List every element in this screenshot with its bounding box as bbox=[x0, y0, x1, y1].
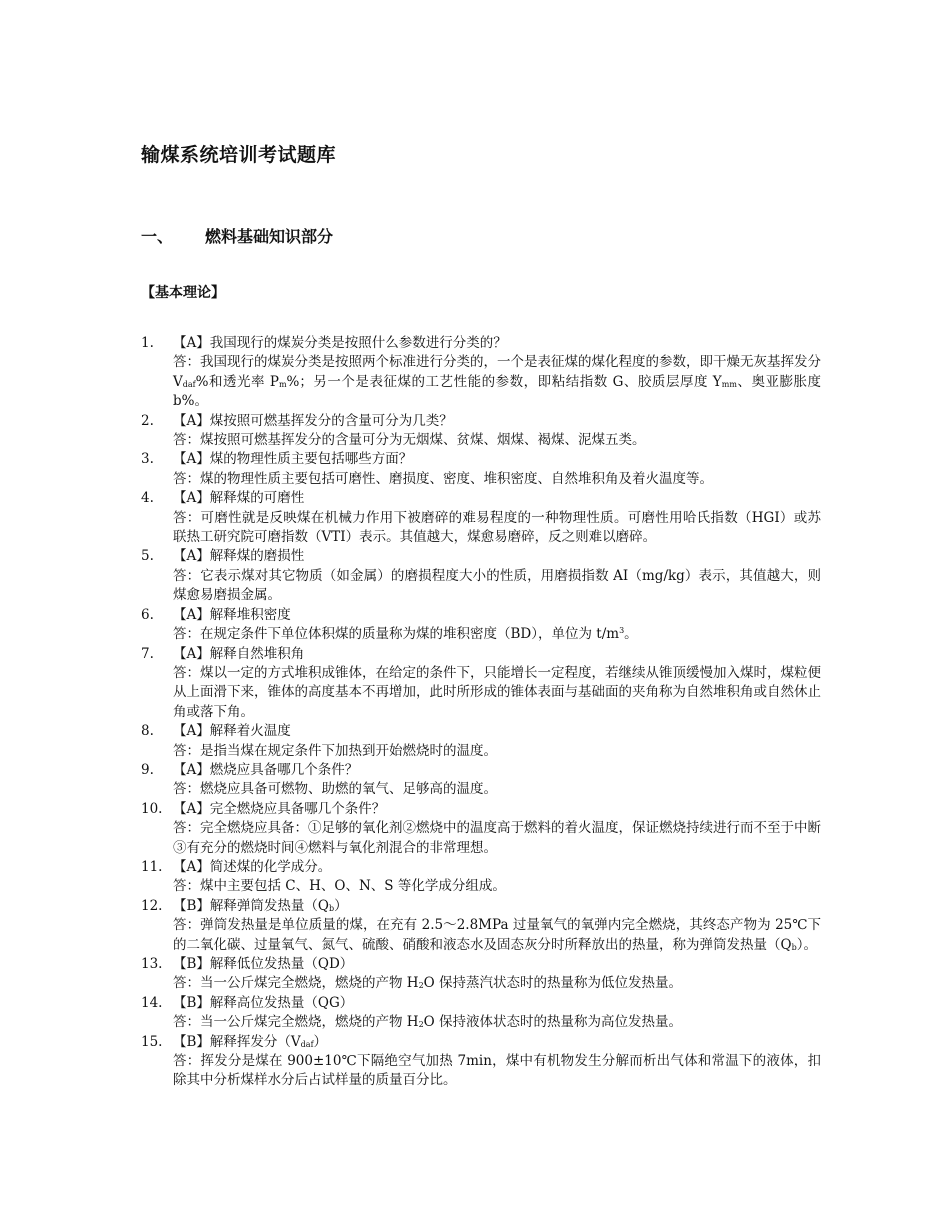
question-number: 6. bbox=[141, 606, 154, 623]
question-number: 9. bbox=[141, 761, 154, 778]
question-text: 【B】解释高位发热量（QG） bbox=[173, 994, 354, 1011]
qa-item bbox=[141, 412, 821, 451]
question-text: 【A】解释着火温度 bbox=[173, 723, 291, 740]
qa-item bbox=[141, 334, 821, 412]
answer-text: 答：煤按照可燃基挥发分的含量可分为无烟煤、贫煤、烟煤、褐煤、泥煤五类。 bbox=[173, 432, 646, 449]
qa-item bbox=[141, 489, 821, 547]
question-number: 14. bbox=[141, 994, 163, 1011]
question-number: 1. bbox=[141, 335, 154, 351]
qa-item bbox=[141, 994, 821, 1033]
question-number: 12. bbox=[141, 897, 163, 914]
question-text: 【B】解释挥发分$(V_{daf})$ bbox=[173, 1033, 328, 1050]
qa-item bbox=[141, 547, 821, 605]
answer-text: 答：在规定条件下单位体积煤的质量称为煤的堆积密度（BD），单位为 $t/m^3$。 bbox=[173, 626, 638, 643]
question-number: 11. bbox=[141, 858, 163, 875]
question-number: 15. bbox=[141, 1033, 163, 1050]
qa-item bbox=[141, 606, 821, 645]
answer-text: 答：煤的物理性质主要包括可磨性、磨损度、密度、堆积密度、自然堆积角及着火温度等。 bbox=[173, 470, 713, 487]
answer-text: 答：完全燃烧应具备：①足够的氧化剂②燃烧中的温度高于燃料的着火温度，保证燃烧持续进行而不至于中断③有充分的燃烧时间④燃料与氧化剂混合的非常理想。 bbox=[173, 820, 821, 856]
qa-item bbox=[141, 897, 821, 955]
answer-text: 答：煤以一定的方式堆积成锥体，在给定的条件下，只能增长一定程度，若继续从锥顶缓慢加入煤时，煤粒便从上面滑下来，锥体的高度基本不再增加，此时所形成的锥体表面与基础面的夹角称为自然堆积角或自然休止角或落下角。 bbox=[173, 664, 821, 720]
answer-text: 答：它表示煤对其它物质（如金属）的磨损程度大小的性质，用磨损指数 AI（mg/kg）表示，其值越大，则煤愈易磨损金属。 bbox=[173, 567, 821, 604]
question-number: 7. bbox=[141, 645, 154, 662]
qa-list bbox=[141, 334, 821, 1091]
answer-text: 答：当一公斤煤完全燃烧，燃烧的产物 $H_2O$ 保持蒸汽状态时的热量称为低位发热量。 bbox=[173, 975, 683, 992]
question-text: 【A】简述煤的化学成分。 bbox=[173, 858, 332, 875]
question-text: 【B】解释弹筒发热量$(Q_b)$ bbox=[173, 897, 348, 914]
answer-text: 答：我国现行的煤炭分类是按照两个标准进行分类的，一个是表征煤的煤化程度的参数，即干燥无灰基挥发分 $V_{daf}\%$和透光率 $P_m\%$；另一个是表征煤的工艺性能的参数，即粘结指数 G、胶质层厚度 $Y_{mm}$、奥亚膨胀度 b%。 bbox=[173, 354, 822, 410]
question-number: 5. bbox=[141, 548, 154, 565]
qa-item bbox=[141, 858, 821, 897]
qa-item bbox=[141, 645, 821, 723]
qa-item bbox=[141, 450, 821, 489]
question-text: 【A】解释煤的可磨性 bbox=[173, 490, 305, 507]
subsection-heading: 【基本理论】 bbox=[141, 285, 225, 301]
qa-item bbox=[141, 1033, 821, 1091]
answer-text: 答：煤中主要包括 C、H、O、N、S 等化学成分组成。 bbox=[173, 878, 506, 895]
question-text: 【A】解释煤的磨损性 bbox=[173, 548, 305, 565]
question-number: 10. bbox=[141, 800, 163, 817]
question-number: 13. bbox=[141, 956, 163, 972]
question-number: 8. bbox=[141, 723, 154, 740]
question-number: 3. bbox=[141, 451, 154, 468]
answer-text: 答：当一公斤煤完全燃烧，燃烧的产物 $H_2O$ 保持液体状态时的热量称为高位发热量。 bbox=[173, 1014, 683, 1031]
qa-item bbox=[141, 761, 821, 800]
answer-text: 答：弹筒发热量是单位质量的煤，在充有 2.5～2.8MPa 过量氧气的氧弹内完全燃烧，其终态产物为 25℃下的二氧化碳、过量氧气、氮气、硫酸、硝酸和液态水及固态灰分时所释放出的热量，称为弹筒发热量$(Q_b)$。 bbox=[173, 917, 821, 953]
qa-item bbox=[141, 722, 821, 761]
qa-item bbox=[141, 955, 821, 994]
answer-text: 答：是指当煤在规定条件下加热到开始燃烧时的温度。 bbox=[173, 742, 497, 759]
question-text: 【A】煤的物理性质主要包括哪些方面？ bbox=[173, 451, 413, 468]
answer-text: 答：挥发分是煤在 900±10℃下隔绝空气加热 7min，煤中有机物发生分解而析出气体和常温下的液体，扣除其中分析煤样水分后占试样量的质量百分比。 bbox=[173, 1053, 821, 1089]
question-text: 【A】我国现行的煤炭分类是按照什么参数进行分类的？ bbox=[173, 335, 507, 351]
question-number: 2. bbox=[141, 412, 154, 429]
question-text: 【A】解释自然堆积角 bbox=[173, 645, 305, 662]
section-heading bbox=[141, 224, 333, 247]
question-text: 【A】煤按照可燃基挥发分的含量可分为几类？ bbox=[173, 412, 453, 429]
answer-text: 答：可磨性就是反映煤在机械力作用下被磨碎的难易程度的一种物理性质。可磨性用哈氏指数（HGI）或苏联热工研究院可磨指数（VTI）表示。其值越大，煤愈易磨碎，反之则难以磨碎。 bbox=[173, 509, 821, 546]
question-text: 【B】解释低位发热量（QD） bbox=[173, 956, 354, 972]
document-title: 输煤系统培训考试题库 bbox=[141, 144, 337, 166]
answer-text: 答：燃烧应具备可燃物、助燃的氧气、足够高的温度。 bbox=[173, 781, 497, 798]
section-number: 一、 bbox=[141, 227, 174, 246]
question-number: 4. bbox=[141, 490, 154, 507]
qa-item bbox=[141, 800, 821, 858]
question-text: 【A】燃烧应具备哪几个条件？ bbox=[173, 761, 359, 778]
question-text: 【A】解释堆积密度 bbox=[173, 606, 291, 623]
section-label: 燃料基础知识部分 bbox=[205, 227, 334, 246]
question-text: 【A】完全燃烧应具备哪几个条件？ bbox=[173, 800, 386, 817]
